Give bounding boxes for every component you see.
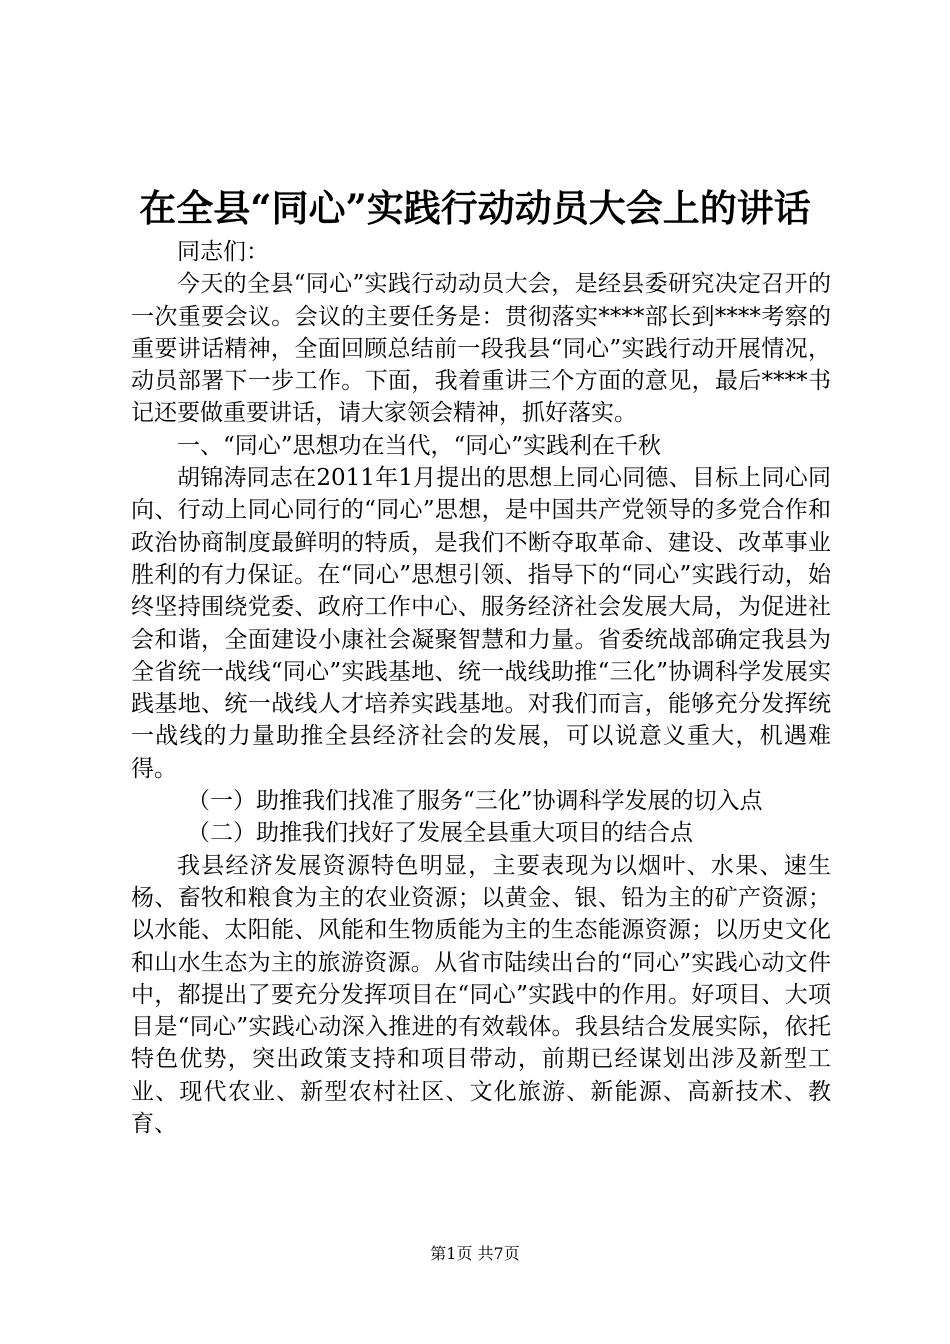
body-paragraph: 胡锦涛同志在2011年1月提出的思想上同心同德、目标上同心同向、行动上同心同行的“同心”思想，是中国共产党领导的多党合作和政治协商制度最鲜明的特质，是我们不断夺取革命、建设、改革事业胜利的有力保证。在“同心”思想引领、指导下的“同心”实践行动，始终坚持围绕党委、政府工作中心、服务经济社会发展大局，为促进社会和谐，全面建设小康社会凝聚智慧和力量。省委统战部确定我县为全省统一战线“同心”实践基地、统一战线助推“三化”协调科学发展实践基地、统一战线人才培养实践基地。对我们而言，能够充分发挥统一战线的力量助推全县经济社会的发展，可以说意义重大，机遇难得。	[131, 465, 831, 782]
document-body	[131, 236, 831, 1140]
salutation-paragraph: 同志们：	[177, 239, 269, 265]
section-heading-1: 一、“同心”思想功在当代，“同心”实践利在千秋	[177, 432, 662, 459]
intro-paragraph: 今天的全县“同心”实践行动动员大会，是经县委研究决定召开的一次重要会议。会议的主要任务是：贯彻落实****部长到****考察的重要讲话精神，全面回顾总结前一段我县“同心”实践行动开展情况，动员部署下一步工作。下面，我着重讲三个方面的意见，最后****书记还要做重要讲话，请大家领会精神，抓好落实。	[131, 271, 831, 427]
page-footer: 第1页 共7页	[430, 1244, 520, 1263]
document-title: 在全县“同心”实践行动动员大会上的讲话	[139, 186, 811, 230]
subsection-heading-2: （二）助推我们找好了发展全县重大项目的结合点	[187, 820, 693, 847]
body-paragraph: 我县经济发展资源特色明显，主要表现为以烟叶、水果、速生杨、畜牧和粮食为主的农业资源；以黄金、银、铅为主的矿产资源；以水能、太阳能、风能和生物质能为主的生态能源资源；以历史文化和山水生态为主的旅游资源。从省市陆续出台的“同心”实践心动文件中，都提出了要充分发挥项目在“同心”实践中的作用。好项目、大项目是“同心”实践心动深入推进的有效载体。我县结合发展实际，依托特色优势，突出政策支持和项目带动，前期已经谋划出涉及新型工业、现代农业、新型农村社区、文化旅游、新能源、高新技术、教育、	[131, 852, 831, 1138]
subsection-heading-1: （一）助推我们找准了服务“三化”协调科学发展的切入点	[187, 788, 763, 815]
